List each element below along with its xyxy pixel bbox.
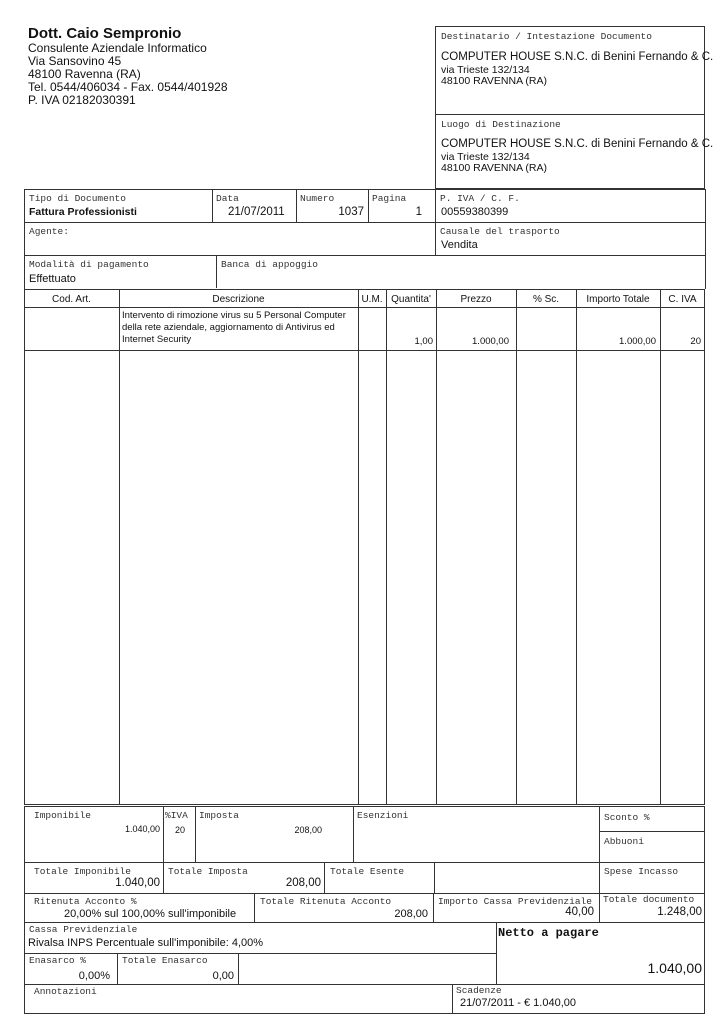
withholding-value: 20,00% sul 100,00% sull'imponibile bbox=[64, 908, 237, 920]
row-description-line3: Internet Security bbox=[122, 334, 192, 345]
row-description-line1: Intervento di rimozione virus su 5 Personal Computer bbox=[122, 310, 346, 321]
destination-street: via Trieste 132/134 bbox=[441, 151, 530, 163]
net-label: Netto a pagare bbox=[498, 926, 599, 940]
discount-label: Sconto % bbox=[604, 812, 650, 823]
payment-label: Modalità di pagamento bbox=[29, 259, 149, 270]
taxable-value: 1.040,00 bbox=[124, 824, 160, 834]
destination-name: COMPUTER HOUSE S.N.C. di Benini Fernando & C. bbox=[441, 138, 714, 150]
issuer-city: 48100 Ravenna (RA) bbox=[28, 67, 141, 81]
taxable-label: Imponibile bbox=[34, 810, 92, 821]
total-enasarco-label: Totale Enasarco bbox=[122, 955, 208, 966]
due-value: 21/07/2011 - € 1.040,00 bbox=[460, 997, 577, 1009]
transport-value: Vendita bbox=[441, 239, 478, 251]
items-table bbox=[24, 289, 705, 805]
issuer-vat: P. IVA 02182030391 bbox=[28, 93, 136, 107]
pension-fund-label: Importo Cassa Previdenziale bbox=[438, 896, 592, 907]
doc-total-value: 1.248,00 bbox=[657, 906, 702, 918]
recipient-city: 48100 RAVENNA (RA) bbox=[441, 75, 548, 87]
total-tax-value: 208,00 bbox=[285, 877, 321, 889]
doc-vat: 00559380399 bbox=[441, 206, 509, 218]
due-label: Scadenze bbox=[456, 985, 502, 996]
row-description-line2: della rete aziendale, aggiornamento di Antivirus ed bbox=[122, 322, 335, 333]
col-vat: C. IVA bbox=[668, 294, 697, 305]
destination-label: Luogo di Destinazione bbox=[441, 119, 561, 130]
col-um: U.M. bbox=[361, 294, 383, 305]
issuer-name: Dott. Caio Sempronio bbox=[28, 25, 182, 42]
col-description: Descrizione bbox=[212, 294, 265, 305]
col-quantity: Quantita' bbox=[391, 294, 431, 305]
col-price: Prezzo bbox=[460, 294, 492, 305]
doc-number-label: Numero bbox=[300, 193, 335, 204]
total-taxable-value: 1.040,00 bbox=[115, 877, 160, 889]
total-enasarco-value: 0,00 bbox=[212, 970, 234, 982]
issuer-block bbox=[28, 26, 228, 107]
total-tax-label: Totale Imposta bbox=[168, 866, 248, 877]
enasarco-label: Enasarco % bbox=[29, 955, 87, 966]
allowance-label: Abbuoni bbox=[604, 836, 644, 847]
doc-page-label: Pagina bbox=[372, 193, 407, 204]
row-price: 1.000,00 bbox=[472, 336, 509, 347]
transport-label: Causale del trasporto bbox=[440, 226, 560, 237]
exemptions-label: Esenzioni bbox=[357, 810, 409, 821]
issuer-role: Consulente Aziendale Informatico bbox=[28, 41, 207, 55]
doc-vat-label: P. IVA / C. F. bbox=[440, 193, 520, 204]
tax-label: Imposta bbox=[199, 810, 239, 821]
doc-type: Fattura Professionisti bbox=[29, 206, 137, 218]
vat-pct-value: 20 bbox=[175, 825, 186, 835]
bank-label: Banca di appoggio bbox=[221, 259, 318, 270]
recipient-label: Destinatario / Intestazione Documento bbox=[441, 31, 652, 42]
agent-label: Agente: bbox=[29, 226, 69, 237]
net-value: 1.040,00 bbox=[647, 960, 702, 976]
notes-label: Annotazioni bbox=[34, 986, 97, 997]
col-discount: % Sc. bbox=[532, 294, 560, 305]
doc-type-label: Tipo di Documento bbox=[29, 193, 126, 204]
total-exempt-label: Totale Esente bbox=[330, 866, 405, 877]
payment-value: Effettuato bbox=[29, 273, 76, 285]
col-code: Cod. Art. bbox=[52, 294, 91, 305]
collection-label: Spese Incasso bbox=[604, 866, 679, 877]
total-withholding-value: 208,00 bbox=[394, 908, 428, 920]
row-quantity: 1,00 bbox=[414, 336, 433, 347]
doc-date: 21/07/2011 bbox=[228, 206, 285, 218]
issuer-phone: Tel. 0544/406034 - Fax. 0544/401928 bbox=[28, 80, 228, 94]
total-withholding-label: Totale Ritenuta Acconto bbox=[260, 896, 392, 907]
social-fund-label: Cassa Previdenziale bbox=[29, 924, 138, 935]
doc-date-label: Data bbox=[216, 193, 239, 204]
withholding-label: Ritenuta Acconto % bbox=[34, 896, 137, 907]
enasarco-value: 0,00% bbox=[78, 970, 110, 982]
col-total: Importo Totale bbox=[586, 294, 650, 305]
issuer-address: Via Sansovino 45 bbox=[28, 54, 122, 68]
total-taxable-label: Totale Imponibile bbox=[34, 866, 131, 877]
vat-pct-label: %IVA bbox=[165, 810, 188, 821]
doc-page: 1 bbox=[415, 206, 422, 218]
recipient-name: COMPUTER HOUSE S.N.C. di Benini Fernando & C. bbox=[441, 51, 714, 63]
doc-number: 1037 bbox=[338, 206, 364, 218]
row-total: 1.000,00 bbox=[619, 336, 656, 347]
tax-value: 208,00 bbox=[294, 825, 322, 835]
social-fund-value: Rivalsa INPS Percentuale sull'imponibile: 4,00% bbox=[28, 937, 264, 949]
pension-fund-value: 40,00 bbox=[565, 906, 594, 918]
destination-city: 48100 RAVENNA (RA) bbox=[441, 162, 548, 174]
doc-total-label: Totale documento bbox=[603, 894, 695, 905]
row-vat: 20 bbox=[690, 336, 701, 347]
recipient-street: via Trieste 132/134 bbox=[441, 64, 530, 76]
